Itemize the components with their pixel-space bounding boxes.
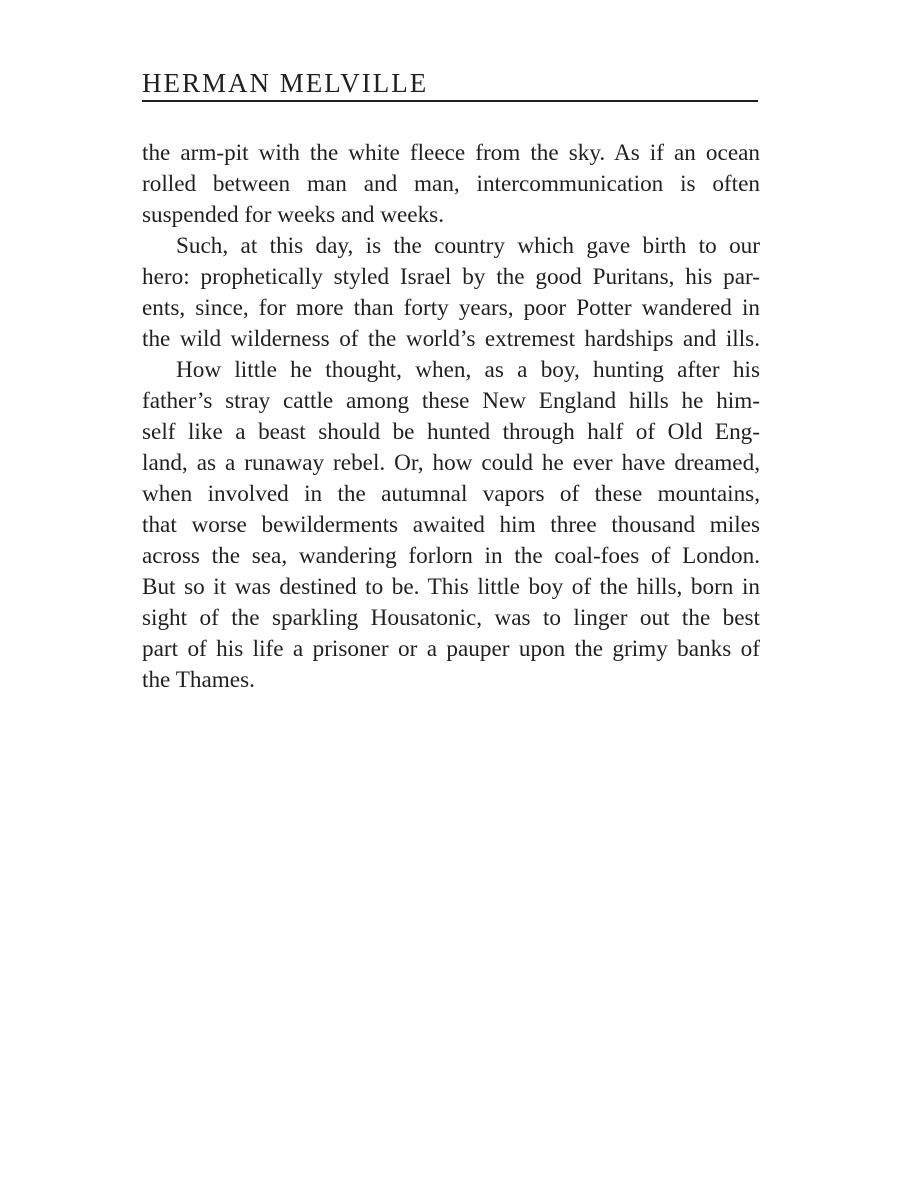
text-line: ents, since, for more than forty years, poor Potter wandered in <box>142 295 760 321</box>
text-line: across the sea, wandering forlorn in the coal-foes of London. <box>142 543 760 569</box>
running-head <box>142 66 758 102</box>
text-line: Such, at this day, is the country which gave birth to our <box>176 233 760 259</box>
running-head-title: HERMAN MELVILLE <box>142 68 429 98</box>
text-line: land, as a runaway rebel. Or, how could he ever have dreamed, <box>142 450 760 476</box>
paragraph <box>142 138 760 231</box>
text-line: father’s stray cattle among these New England hills he him- <box>142 388 760 414</box>
text-line: How little he thought, when, as a boy, hunting after his <box>176 357 760 383</box>
text-line: But so it was destined to be. This little boy of the hills, born in <box>142 574 760 600</box>
text-line: the wild wilderness of the world’s extremest hardships and ills. <box>142 326 760 352</box>
text-line: hero: prophetically styled Israel by the good Puritans, his par- <box>142 264 760 290</box>
text-line: rolled between man and man, intercommunication is often <box>142 171 760 197</box>
text-line: the arm-pit with the white fleece from the sky. As if an ocean <box>142 140 760 166</box>
paragraph <box>142 231 760 355</box>
text-line: self like a beast should be hunted through half of Old Eng- <box>142 419 760 445</box>
text-line: when involved in the autumnal vapors of these mountains, <box>142 481 760 507</box>
text-line: sight of the sparkling Housatonic, was to linger out the best <box>142 605 760 631</box>
text-line: suspended for weeks and weeks. <box>142 202 444 228</box>
body-text <box>142 138 760 696</box>
text-line: part of his life a prisoner or a pauper upon the grimy banks of <box>142 636 760 662</box>
paragraph <box>142 355 760 696</box>
text-line: the Thames. <box>142 667 255 693</box>
text-line: that worse bewilderments awaited him three thousand miles <box>142 512 760 538</box>
